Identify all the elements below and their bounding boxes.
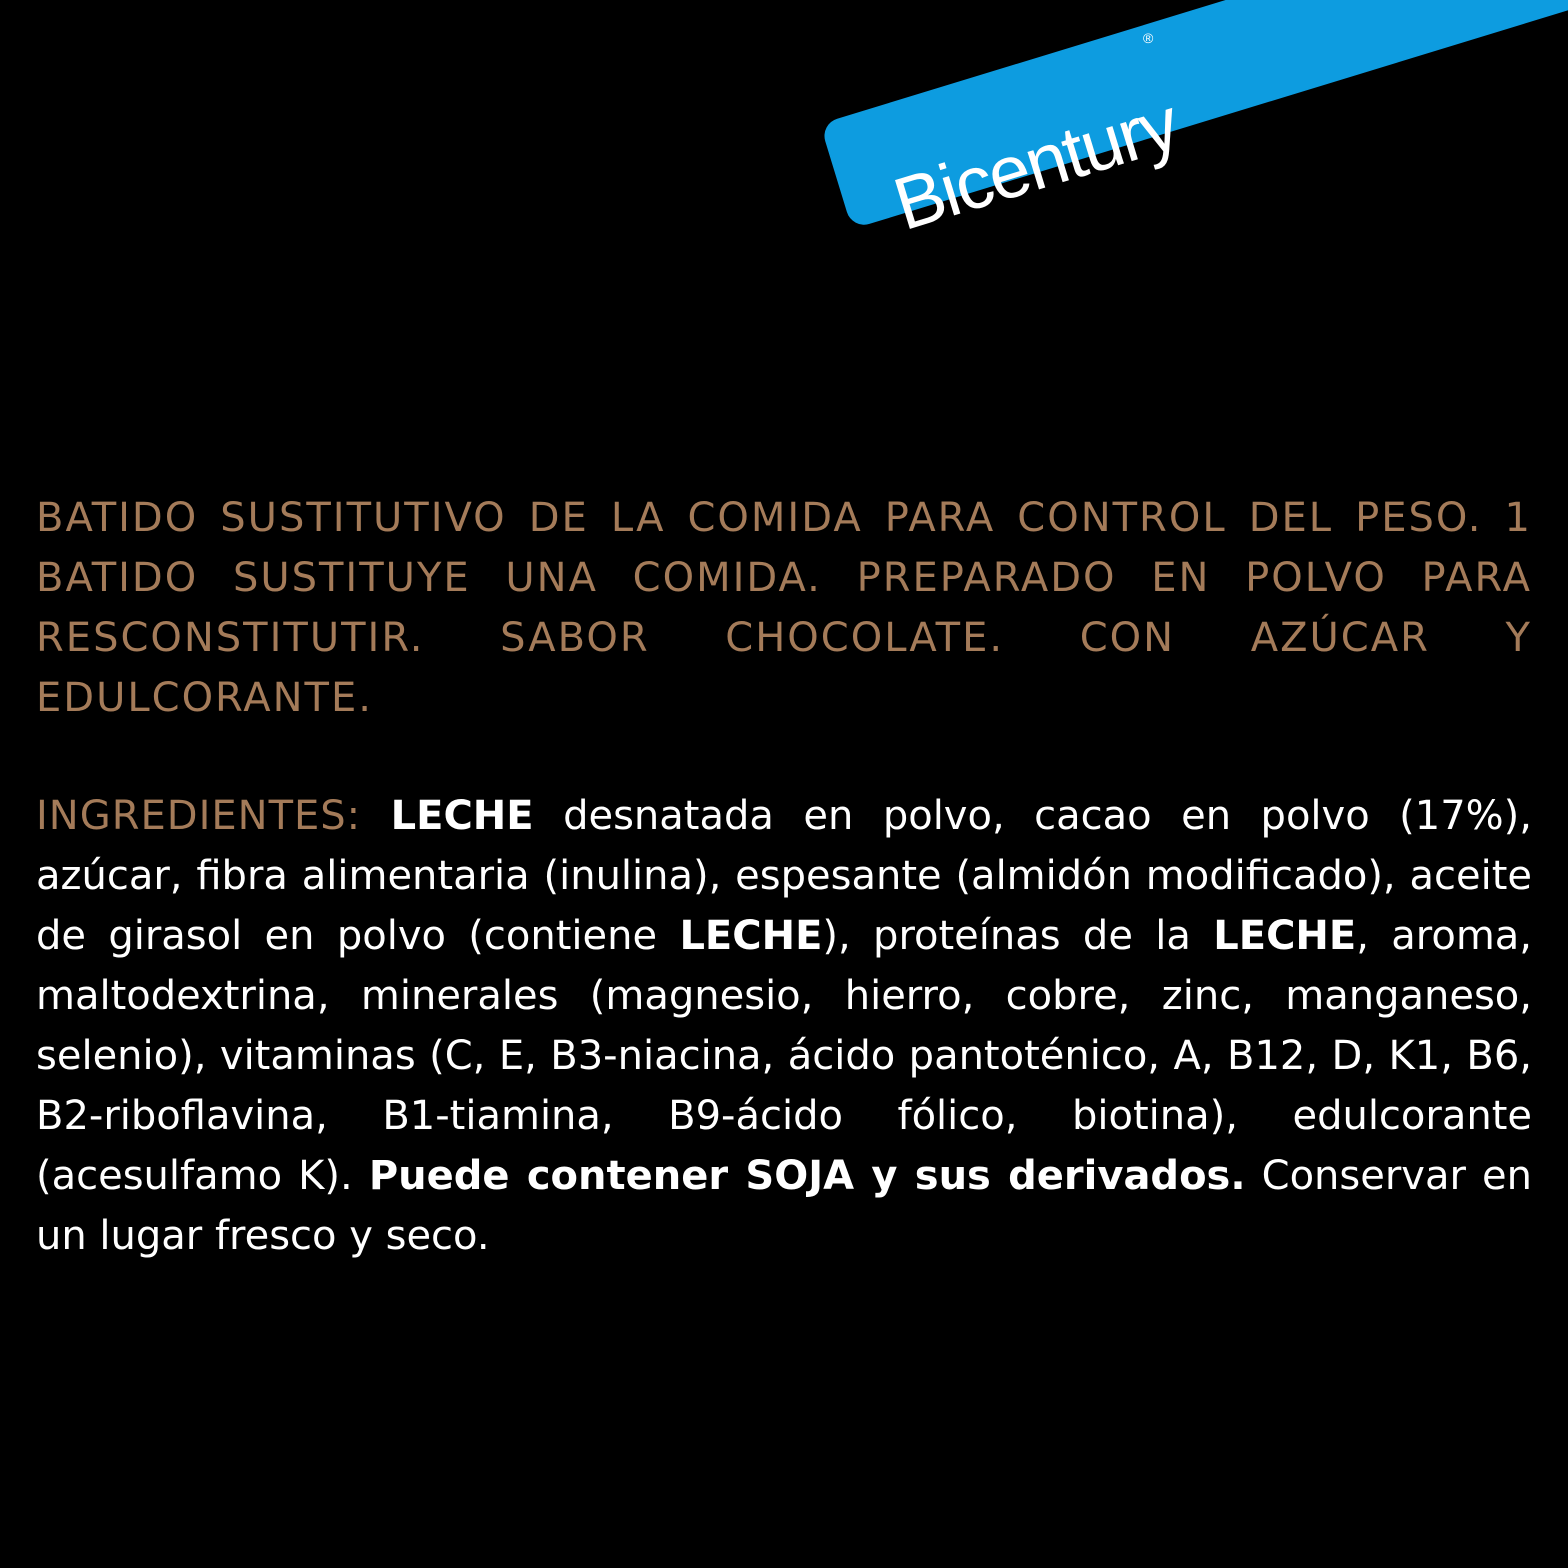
brand-logo: Bicentury: [884, 81, 1187, 246]
allergen-leche-3: LECHE: [1213, 913, 1357, 959]
ingredients-text-3: , aroma, maltodextrina, minerales (magnesio, hierro, cobre, zinc, manganeso, selenio), vitaminas (C, E, B3-niacina, ácido pantoténico, A, B12, D, K1, B6, B2-riboflavina, B1-tiamina, B9-ácido fólico, biotina), edulcorante (acesulfamo K).: [36, 913, 1533, 1199]
product-description: BATIDO SUSTITUTIVO DE LA COMIDA PARA CONTROL DEL PESO. 1 BATIDO SUSTITUYE UNA COMIDA. PREPARADO EN POLVO PARA RESCONSTITUTIR. SABOR CHOCOLATE. CON AZÚCAR Y EDULCORANTE.: [36, 495, 1532, 721]
allergen-leche-2: LECHE: [679, 913, 823, 959]
allergen-leche-1: LECHE: [390, 793, 534, 839]
ingredients-list: [36, 786, 1532, 1266]
storage-note: Conservar en un lugar fresco y seco.: [36, 1153, 1532, 1259]
ingredients-text-1: desnatada en polvo, cacao en polvo (17%), azúcar, fibra alimentaria (inulina), espesante (almidón modificado), aceite de girasol en polvo (contiene: [36, 793, 1532, 959]
registered-mark: ®: [1143, 30, 1154, 46]
ingredients-label: INGREDIENTES:: [36, 793, 362, 839]
ingredients-text-2: ), proteínas de la: [822, 913, 1191, 959]
allergen-warning: Puede contener SOJA y sus derivados.: [368, 1153, 1246, 1199]
